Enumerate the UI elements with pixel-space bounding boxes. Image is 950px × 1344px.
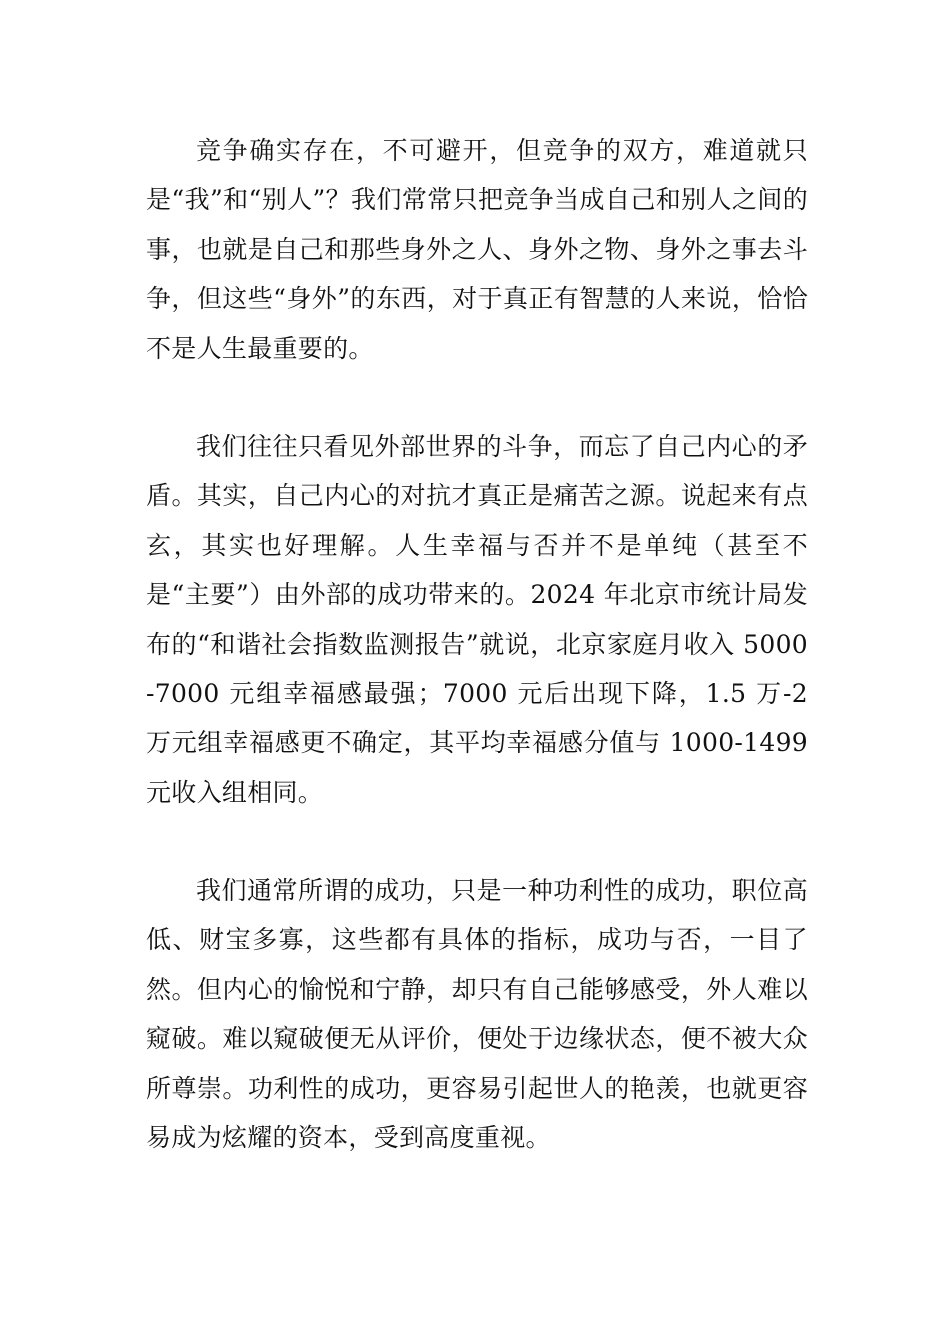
paragraph-utilitarian-success: 我们通常所谓的成功，只是一种功利性的成功，职位高低、财宝多寡，这些都有具体的指标，成功与否，一目了然。但内心的愉悦和宁静，却只有自己能够感受，外人难以窥破。难以窥破便无从评价，便处于边缘状态，便不被大众所尊崇。功利性的成功，更容易引起世人的艳羡，也就更容易成为炫耀的资本，受到高度重视。 xyxy=(146,876,808,1153)
paragraph-competition: 竞争确实存在，不可避开，但竞争的双方，难道就只是“我”和“别人”？我们常常只把竞争当成自己和别人之间的事，也就是自己和那些身外之人、身外之物、身外之事去斗争，但这些“身外”的东西，对于真正有智慧的人来说，恰恰不是人生最重要的。 xyxy=(146,136,808,363)
paragraph-inner-conflict: 我们往往只看见外部世界的斗争，而忘了自己内心的矛盾。其实，自己内心的对抗才真正是痛苦之源。说起来有点玄，其实也好理解。人生幸福与否并不是单纯（甚至不是“主要”）由外部的成功带来的。2024 年北京市统计局发布的“和谐社会指数监测报告”就说，北京家庭月收入 5000-7000 元组幸福感最强；7000 元后出现下降，1.5 万-2 万元组幸福感更不确定，其平均幸福感分值与 1000-1499 元收入组相同。 xyxy=(146,432,808,807)
